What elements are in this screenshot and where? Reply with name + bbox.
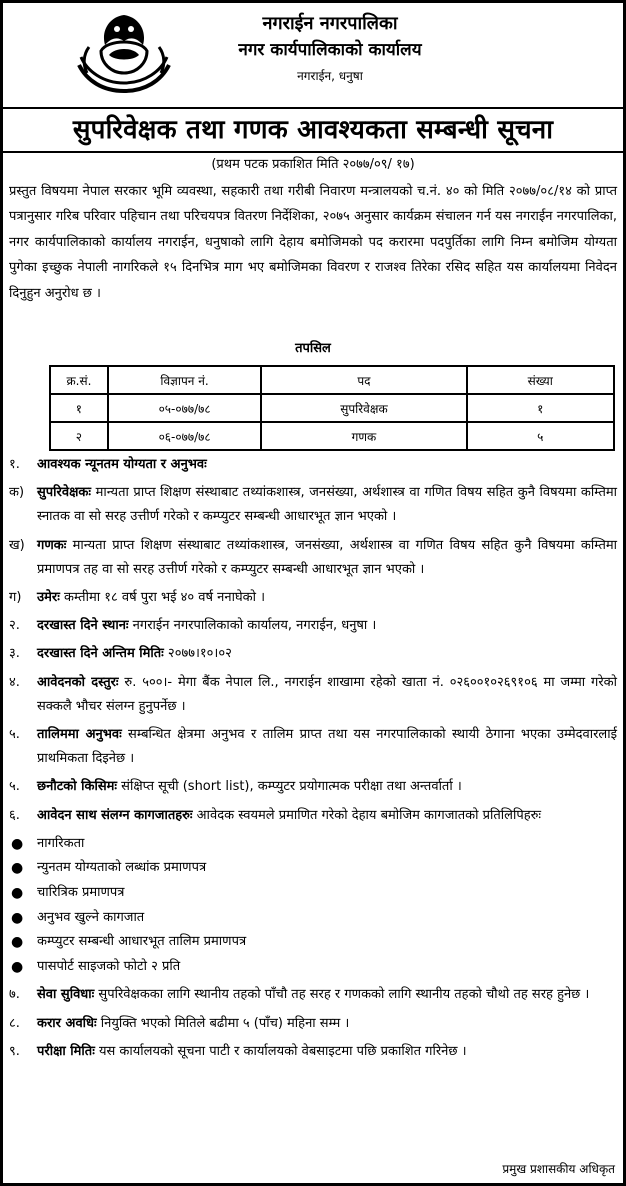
item-marker: ५. <box>9 779 20 795</box>
document-item <box>3 881 623 906</box>
item-text: मान्यता प्राप्त शिक्षण संस्थाबाट तथ्यांकशास्त्र, जनसंख्या, अर्थशास्त्र वा गणित विषय सहित कुनै विषयमा कम्तिमा स्नातक वा सो सरह उत्तीर्ण गरेको र कम्प्युटर सम्बन्धी आधारभूत ज्ञान भएको । <box>37 485 617 525</box>
list-item <box>3 614 623 638</box>
nepal-emblem-icon <box>73 11 175 93</box>
table-row <box>50 394 614 422</box>
item-marker: क) <box>9 485 25 501</box>
table-header-cell: क्र.सं. <box>50 366 108 394</box>
item-label: करार अवधिः <box>37 1015 97 1031</box>
item-label: छनौटको किसिमः <box>37 779 118 795</box>
bullet-icon: ● <box>11 934 24 951</box>
table-cell: १ <box>50 394 108 422</box>
item-text: मान्यता प्राप्त शिक्षण संस्थाबाट तथ्यांकशास्त्र, जनसंख्या, अर्थशास्त्र वा गणित विषय सहित कुनै विषयमा कम्तिमा प्रमाणपत्र तह वा सो सरह उत्तीर्ण गरेको र कम्प्युटर सम्बन्धी आधारभूत ज्ञान भएको । <box>37 537 617 577</box>
notice-title: सुपरिवेक्षक तथा गणक आवश्यकता सम्बन्धी सूचना <box>3 107 623 153</box>
item-text: आवेदक स्वयमले प्रमाणित गरेको देहाय बमोजिम कागजातको प्रतिलिपिहरुः <box>192 807 542 823</box>
bullet-icon: ● <box>11 860 24 877</box>
bullet-icon: ● <box>11 885 24 902</box>
item-label: सुपरिवेक्षकः <box>37 485 92 501</box>
item-label: आवेदनको दस्तुरः <box>37 674 119 690</box>
bullet-icon: ● <box>11 958 24 975</box>
table-row <box>50 422 614 450</box>
document-text: कम्प्युटर सम्बन्धी आधारभूत तालिम प्रमाणपत्र <box>37 934 247 950</box>
item-label: आवेदन साथ संलग्न कागजातहरुः <box>37 807 193 823</box>
vacancy-table <box>49 365 615 451</box>
signatory-title: प्रमुख प्रशासकीय अधिकृत <box>502 1162 615 1176</box>
table-cell: सुपरिवेक्षक <box>261 394 466 422</box>
item-text: यस कार्यालयको सूचना पाटी र कार्यालयको वेबसाइटमा पछि प्रकाशित गरिनेछ । <box>94 1043 467 1059</box>
item-label: उमेरः <box>37 590 60 606</box>
item-label: परीक्षा मितिः <box>37 1043 95 1059</box>
office-heading <box>195 11 465 87</box>
item-text: २०७७।१०।०२ <box>163 646 232 662</box>
table-header-row <box>50 366 614 394</box>
municipality-name: नगराईन नगरपालिका <box>262 13 398 34</box>
item-text: नगराईन नगरपालिकाको कार्यालय, नगराईन, धनुषा । <box>128 618 377 634</box>
document-item <box>3 930 623 955</box>
list-item <box>3 453 623 477</box>
item-text: नियुक्ति भएको मितिले बढीमा ५ (पाँच) महिना सम्म । <box>96 1015 350 1031</box>
document-item <box>3 856 623 881</box>
document-text: पासपोर्ट साइजको फोटो २ प्रति <box>37 958 181 974</box>
item-label: गणकः <box>37 537 67 553</box>
item-marker: ग) <box>9 590 22 606</box>
office-address: नगराईन, धनुषा <box>297 69 363 83</box>
item-label: सेवा सुविधाः <box>37 987 95 1003</box>
list-item <box>3 481 623 529</box>
list-item <box>3 642 623 666</box>
item-label: दरखास्त दिने अन्तिम मितिः <box>37 646 164 662</box>
list-item <box>3 983 623 1007</box>
item-label: तालिममा अनुभवः <box>37 727 122 743</box>
document-item <box>3 832 623 857</box>
document-text: नागरिकता <box>37 835 85 851</box>
item-text: सम्बन्धित क्षेत्रमा अनुभव र तालिम प्राप्त तथा यस नगरपालिकाको स्थायी ठेगाना भएका उम्मेदवारलाई प्राथमिकता दिइनेछ । <box>37 727 617 767</box>
list-item <box>3 804 623 828</box>
document-text: अनुभव खुल्ने कागजात <box>37 909 145 925</box>
table-header-cell: संख्या <box>467 366 614 394</box>
item-marker: ६. <box>9 807 20 823</box>
document-text: न्युनतम योग्यताको लब्धांक प्रमाणपत्र <box>37 860 207 876</box>
item-marker: ५. <box>9 727 20 743</box>
table-header-cell: पद <box>261 366 466 394</box>
item-marker: ७. <box>9 987 20 1003</box>
table-cell: ०६-०७७/७८ <box>108 422 262 450</box>
list-item <box>3 586 623 610</box>
list-item <box>3 775 623 799</box>
requirements-list <box>3 453 623 1064</box>
schedule-heading: तपसिल <box>295 341 331 356</box>
document-item <box>3 955 623 980</box>
publication-date: (प्रथम पटक प्रकाशित मिति २०७७/०९/ १७) <box>211 157 415 172</box>
item-label: दरखास्त दिने स्थानः <box>37 618 129 634</box>
item-marker: ३. <box>9 646 20 662</box>
list-item <box>3 1040 623 1064</box>
item-marker: १. <box>9 457 20 472</box>
table-cell: १ <box>467 394 614 422</box>
bullet-icon: ● <box>11 835 24 852</box>
item-text: रु. ५००।- मेगा बैंक नेपाल लि., नगराईन शाखामा रहेको खाता नं. ०२६००१०२६९१०६ मा जम्मा गरेको सक्कलै भौचर संलग्न हुनुपर्नेछ । <box>37 674 617 714</box>
table-cell: ०५-०७७/७८ <box>108 394 262 422</box>
list-item <box>3 534 623 582</box>
item-label: आवश्यक न्यूनतम योग्यता र अनुभवः <box>37 457 207 472</box>
table-cell: गणक <box>261 422 466 450</box>
item-marker: ९. <box>9 1043 20 1059</box>
item-marker: ख) <box>9 537 25 553</box>
list-item <box>3 1012 623 1036</box>
document-text: चारित्रिक प्रमाणपत्र <box>37 885 125 901</box>
item-marker: ४. <box>9 674 20 690</box>
document-item <box>3 906 623 931</box>
notice-intro: प्रस्तुत विषयमा नेपाल सरकार भूमि व्यवस्था, सहकारी तथा गरीबी निवारण मन्त्रालयको च.नं. ४० को मिति २०७७/०८/१४ को प्राप्त पत्रानुसार गरिब परिवार पहिचान तथा परिचयपत्र वितरण निर्देशिका, २०७५ अनुसार कार्यक्रम संचालन गर्न यस नगराईन नगरपालिका, नगर कार्यपालिकाको कार्यालय नगराईन, धनुषाको लागि देहाय बमोजिमको पद करारमा पदपुर्तिका लागि निम्न बमोजिम योग्यता पुगेका इच्छुक नेपाली नागरिकले १५ दिनभित्र माग भए बमोजिमका विवरण र राजश्व तिरेका रसिद सहित यस कार्यालयमा निवेदन दिनुहुन अनुरोध छ । <box>9 184 617 301</box>
item-marker: २. <box>9 618 20 634</box>
item-text: संक्षिप्त सूची (short list), कम्प्युटर प्रयोगात्मक परीक्षा तथा अन्तर्वार्ता । <box>117 779 462 795</box>
list-item <box>3 723 623 771</box>
table-header-cell: विज्ञापन नं. <box>108 366 262 394</box>
item-marker: ८. <box>9 1015 20 1031</box>
table-cell: २ <box>50 422 108 450</box>
office-name: नगर कार्यपालिकाको कार्यालय <box>238 40 422 60</box>
item-text: कम्तीमा १८ वर्ष पुरा भई ४० वर्ष ननाघेको । <box>59 590 266 606</box>
letterhead <box>3 3 623 107</box>
table-cell: ५ <box>467 422 614 450</box>
list-item <box>3 671 623 719</box>
bullet-icon: ● <box>11 909 24 926</box>
item-text: सुपरिवेक्षकका लागि स्थानीय तहको पाँचौ तह सरह र गणकको लागि स्थानीय तहको चौथो तह सरह हुनेछ । <box>94 987 590 1003</box>
